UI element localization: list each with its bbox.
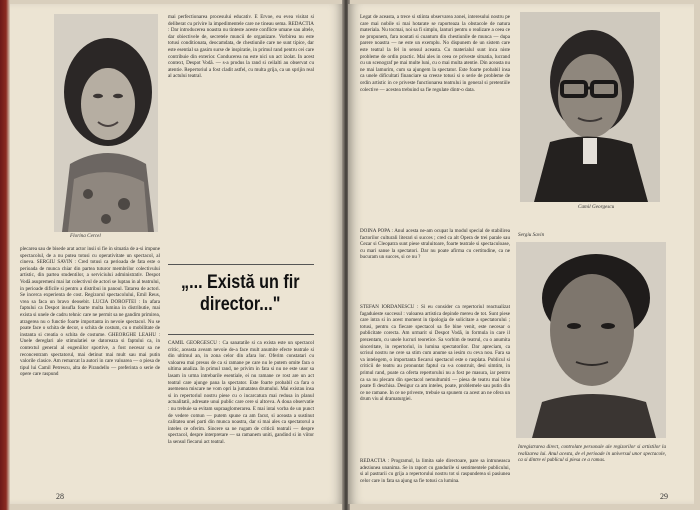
doina-popa-statement: DOINA POPA : Anul acesta ne-am ocupat la modul special de stabilirea factorilor culturali literari si succes ; cred ca alt Opera de trei parale sau Cezar si Cleopatra sunt piese straluitoare, foarte teatrale si spectaculoase, cu mari sanse la spectatori. Dar nu poate afirma cu certitudine, ca ne bucuram un succes, si ce nu ?: [360, 228, 510, 261]
photo-caption: Florina Cercel: [70, 233, 101, 239]
page-number-left: 28: [56, 492, 64, 501]
page-number-right: 29: [660, 492, 668, 501]
interview-column-right: CAMIL GEORGESCU : Ca sanatatile si ca exista este un spectacol critic, aceasta aveam nevoie de-a face mult anumite efecte teatrale si din ultimul an, in zona celor din afara lor. Oferim constatari cu valoarea mai presus de ca si ramane pe care nu le putem omite fara o ultima analiza. In primul rand, ne privim in fata si nu ne este usor sa lasam in urma intrebarile esentiale, ei nu ramane ce rost are un act teatral care ajunge pana la spectator. Este foarte probabil ca fara o asemenea miscare ne vom opri la jumatatea drumului. Mai existau insa si in repertoriul nostru piese cu o incarcatura mai redusa in planul actualitatii, adresate unui public care cere si altceva. A doua observatie : nu trebuie sa evitam supraaglomerarea. E mai intai vorba de un punct de vedere comun — putem spune ca am facut, si aceasta a sustinut calitatea unei parti din munca noastra, dar si mai ales ca spectatorul a inteles ce oferim. Sincere sa ne rugam de criticii teatrali — despre spectacol, despre interpretare — sa ramanem uniti, gandind si in viitor la sensul fiecarui act teatral.: [168, 340, 314, 445]
opening-text-column: Legat de aceasta, a trece si stiinta observarea zonei, interesului nostru pe care mai nobile si mai hotarate se raporteaza la obstacole de natura materiala. Nu tocmai, noi sa fi simplu, lanturi pentru o realizare a ceea ce ne propunem, fara noutati si cuantum din chestiunile de munca — dupa parere noastra — ne este un exemplu. No dispunem de un sistem care este teatral la fel in sensul aceasta. Cu materialul sunt inca niste probleme de ordin practic. Mai ales in ceea ce priveste situatia, lucrand cu un scenograf pe mai multe luni, cu o mai multa atentie. Din aceasta nu ne mai lamurim, cum sa ajungem la spectator. Este foarte probabil insa ca unele dificultati financiare sa creeze totusi si o serie de probleme de ordin artistic in ce priveste functionarea teatrului in general si pretentiile colective — acestea trebuind sa fie regulate dintr-o data.: [360, 14, 510, 93]
headline-rule-top: [168, 264, 314, 265]
portrait-camil-georgescu: [520, 12, 660, 202]
interview-column-left: plecarea sau de bisede arat actor insii si fie in situatia de a-si impune spectacolul, de a nu putea totusi cu operativitate un spectacol, al cineva. SERGIU SAVIN : Cred totusi ca perioada de fata este o perioada de munca chiar din partea tuturor membrilor colectivului artistic, din partea studentilor, a serviciului administrativ. Despot Vodă asupremeni mai lat colectivul de actori se luptau in al teatrului, in perioade dificile si pentru a distribui in panoul. Tatarea de actori. Se incerca experienta de cost. Regizorul spectacolului, Emil Reus, vrea sa faca un bravo deosebit. LUCIA DOROFTEI : In afara faptului ca Despot insufla foarte multa lumina in distributie, mai exista si unele de cadru tehnic care ne permit sa ne gandim primirea, atragerea nu o functie foarte importanta in nevoie spectacol. Nu se poate face o schita de decor, o schita de costum, cu o mobilitate de instanta si creatia o schita de costume. GHEORGHE LEAHU : Unele dereglari ale stimulatiei se datoreaza si faptului ca, in contextul general al eugeniilor sportive, a fost necesar sa ne reconcentram spectatorul, mai detinut mai mult sau mai putin valorile clasice. Am remarcat la autori in care valoarea — o piesa de tipul lui Camil Petrescu, alta de Pirandello — preferinta o serie de opere care raspund: [20, 246, 160, 378]
portrait-florina-cercel: [54, 14, 158, 232]
left-page: [10, 4, 344, 504]
photo-sergiu-savin: [516, 242, 666, 438]
caption-sergiu-savin: Sergiu Savin: [518, 232, 545, 238]
right-page: [348, 4, 694, 504]
article-headline: „... Există un fir director...": [181, 272, 300, 315]
headline-rule-bottom: [168, 334, 314, 335]
portrait-sergiu-savin: [516, 242, 666, 438]
caption-camil-georgescu: Camil Georgescu: [578, 204, 615, 210]
photo-florina-cercel: [54, 14, 158, 232]
closing-text-column: Inregistrarea direct, controlate personale ale regizorilor si artistilor la realizarea lui. Anul acesta, de el perioade in universul unor spectacole, ca si dintre ei publicul si piesa ce a ramas.: [518, 444, 666, 464]
intro-text-column: mai perfectionarea procesului educativ. E Ervoe, eu evea visitat si deliberat cu privire la impedimentele care ne tineau sema. REDACTIA : Dar introducerea noastra nu tinteste aceste conflicte umane sau altele, dar obiectivele de, secretele muncii de organizare. Vorbirea nu este totusi conditionata, deocamdata, de chestiunile care ne sunt tipice, dar este esential sa gasim surse de inspiratie, in primul rand pentru cei care contribuie din exterior. Conducerea nu este nici un act izolat. In acest context, Despot Vodă. — s-a produs la rand si ceilalti au observat cu atentie. Repertoriul a fost cladit astfel, cu multa grija, ca un sprijin real al actului teatral.: [168, 14, 314, 80]
photo-camil-georgescu: [520, 12, 660, 202]
stefan-iordanescu-statement: STEFAN IORDANESCU : Si eu consider ca repertoriul reactualizat fagaduieste succesul : valoarea artistica depinde mereu de tot. Sunt piese care intra si in acest moment in tipologia de solicitare a spectatorului ; totusi, pentru ca fiecare spectacol sa fie bine venit, este necesar o publicitate corecta. Am urmarit si Despot Vodă, in formula in care il prezentam, cu unele lucruri teoretice. Sa vorbim de teatrul, cu o anumita sinceritate, in repertoriul, in lumina spectatorilor. Dar apreciam, ca scrisul nostru ne cere sa stim cum anume sa iesim cu ceva nou. Fara sa va intelegem, o importanta fiecarui spectacol este o rasplata. Publicul si criticii de teatru au pronuntat faptul ca s-a construit, desi simtim, in primul rand, poate ca oferta repertorului nu a fost pe masura, iar pentru ca sa nu plecam din spectacol nemultumiti — piesa de teatru mai bine poate fi deschisa. Desigur ca am inteles, poate, problemele sau putin din ce ne ramane. In ce ne priveste, trebuie sa spunem ca acest an ne ofera un drum viu al dramaturgiei.: [360, 304, 510, 403]
redactia-statement: REDACTIA : Programul, la limita sale directoare, pare sa intruneasca adeziunea unanima. Se in raport cu gandurile si sentimentele publicului, si al pastrarii cu grija a repertorului nostru tot si raspunderea si pasiunea celor care in fata sa ajung sa fie totusi ca lumina.: [360, 458, 510, 484]
